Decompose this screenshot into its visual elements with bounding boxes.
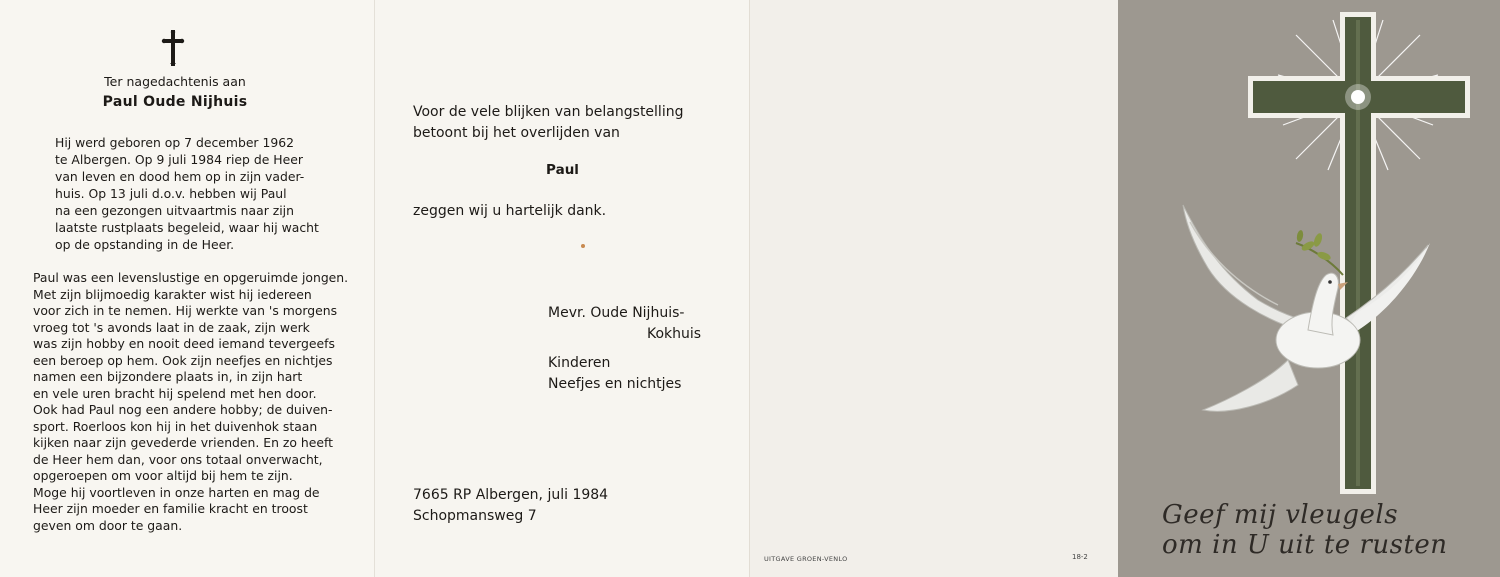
motto-line: om in U uit te rusten (1162, 530, 1448, 560)
thanks-text (413, 102, 683, 144)
family-members (548, 353, 681, 395)
deceased-name: Paul Oude Nijhuis (102, 94, 248, 110)
text-line: huis. Op 13 juli d.o.v. hebben wij Paul (55, 186, 287, 201)
back-panel (750, 0, 1118, 577)
text-line: Neefjes en nichtjes (548, 376, 682, 392)
card-code: 18-2 (1072, 553, 1088, 561)
text-line: Mevr. Oude Nijhuis- (548, 305, 685, 321)
text-line: Voor de vele blijken van belangstelling (413, 104, 684, 120)
thanks-panel (375, 0, 750, 577)
text-line: kijken naar zijn gevederde vrienden. En zo heeft (33, 435, 334, 450)
cross-icon (161, 30, 185, 66)
text-line: Hij werd geboren op 7 december 1962 (55, 135, 295, 150)
text-line: na een gezongen uitvaartmis naar zijn (55, 203, 294, 218)
text-line: Kinderen (548, 355, 611, 371)
text-line: op de opstanding in de Heer. (55, 237, 235, 252)
family-signature (548, 303, 701, 345)
text-line: voor zich in te nemen. Hij werkte van 's morgens (33, 303, 338, 318)
address (413, 485, 608, 527)
text-line: een beroep op hem. Ook zijn neefjes en nichtjes (33, 352, 333, 368)
text-line: Moge hij voortleven in onze harten en mag de (33, 484, 320, 500)
text-line: van leven en dood hem op in zijn vader- (55, 169, 305, 184)
text-line: geven om door te gaan. (33, 517, 183, 533)
publisher-imprint: UITGAVE GROEN-VENLO (764, 555, 848, 563)
text-line: Met zijn blijmoedig karakter wist hij iedereen (33, 286, 312, 302)
text-line: betoont bij het overlijden van (413, 125, 620, 141)
cover-panel (1118, 0, 1500, 577)
text-line: opgeroepen om voor altijd bij hem te zijn. (33, 468, 293, 483)
ink-spot (581, 244, 585, 248)
text-line: Heer zijn moeder en familie kracht en troost (33, 501, 308, 516)
text-line: was zijn hobby en nooit deed iemand tevergeefs (33, 336, 335, 351)
biography-paragraph-1 (55, 134, 319, 253)
text-line: sport. Roerloos kon hij in het duivenhok staan (33, 418, 318, 434)
text-line: 7665 RP Albergen, juli 1984 (413, 487, 609, 503)
text-line: Ook had Paul nog een andere hobby; de duiven- (33, 402, 333, 417)
motto-line: Geef mij vleugels (1162, 500, 1399, 530)
cross-and-dove-illustration (1118, 0, 1500, 577)
text-line: vroeg tot 's avonds laat in de zaak, zijn werk (33, 319, 310, 335)
memorial-panel (0, 0, 375, 577)
latin-cross-icon (1248, 12, 1470, 494)
biography-paragraph-2 (33, 270, 349, 534)
deceased-first-name: Paul (546, 162, 579, 178)
text-line: namen een bijzondere plaats in, in zijn hart (33, 369, 303, 384)
text-line: Schopmansweg 7 (413, 508, 537, 524)
memorial-intro: Ter nagedachtenis aan (104, 74, 246, 89)
text-line: Kokhuis (647, 326, 702, 342)
text-line: en vele uren bracht hij spelend met hen door. (33, 385, 317, 401)
cover-motto (1162, 500, 1448, 560)
text-line: Paul was een levenslustige en opgeruimde jongen. (33, 270, 349, 285)
text-line: te Albergen. Op 9 juli 1984 riep de Heer (55, 152, 303, 167)
text-line: de Heer hem dan, voor ons totaal onverwacht, (33, 451, 323, 467)
text-line: laatste rustplaats begeleid, waar hij wacht (55, 220, 319, 235)
dove-icon (1183, 205, 1430, 411)
closing-text: zeggen wij u hartelijk dank. (413, 203, 607, 219)
